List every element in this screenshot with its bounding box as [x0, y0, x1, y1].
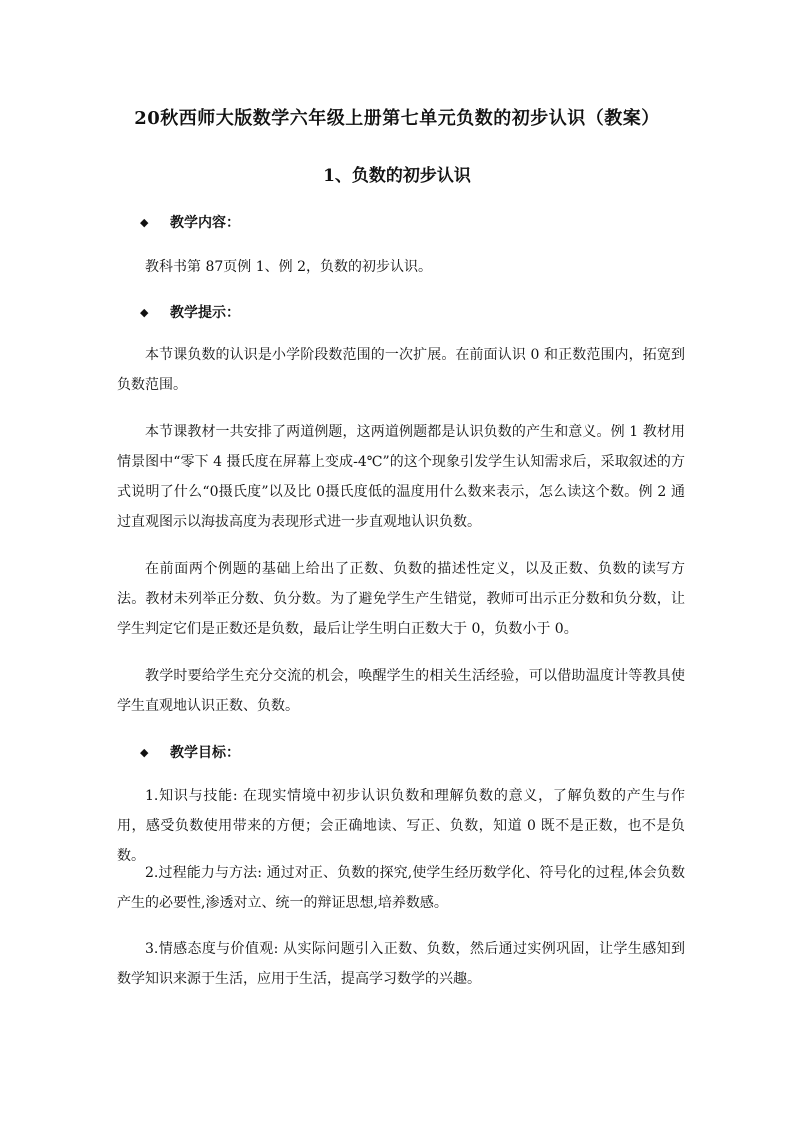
section-heading-tips	[140, 302, 240, 322]
paragraph: 在前面两个例题的基础上给出了正数、负数的描述性定义，以及正数、负数的读写方法。教材未列举正分数、负分数。为了避免学生产生错觉，教师可出示正分数和负分数，让学生判定它们是正数还是负数，最后让学生明白正数大于 0，负数小于 0。	[117, 561, 685, 637]
paragraph: 教学时要给学生充分交流的机会，唤醒学生的相关生活经验，可以借助温度计等教具使学生直观地认识正数、负数。	[117, 668, 685, 714]
paragraph: 1.知识与技能: 在现实情境中初步认识负数和理解负数的意义，了解负数的产生与作用，感受负数使用带来的方便；会正确地读、写正、负数，知道 0 既不是正数，也不是负数。	[117, 788, 685, 864]
paragraph: 本节课教材一共安排了两道例题，这两道例题都是认识负数的产生和意义。例 1 教材用情景图中“零下 4 摄氏度在屏幕上变成-4℃”的这个现象引发学生认知需求后，采取叙述的方式说明了什么“0摄氏度”以及比 0摄氏度低的温度用什么数来表示，怎么读这个数。例 2 通过直观图示以海拔高度为表现形式进一步直观地认识负数。	[117, 424, 685, 530]
section-heading-label: 教学提示：	[170, 305, 240, 321]
section-heading-goals	[140, 742, 240, 762]
diamond-bullet-icon: ◆	[140, 745, 149, 759]
paragraph: 3.情感态度与价值观: 从实际问题引入正数、负数，然后通过实例巩固，让学生感知到数学知识来源于生活，应用于生活，提高学习数学的兴趣。	[117, 941, 685, 987]
section-heading-content	[140, 212, 240, 232]
paragraph: 本节课负数的认识是小学阶段数范围的一次扩展。在前面认识 0 和正数范围内，拓宽到负数范围。	[117, 347, 685, 393]
section-heading-label: 教学目标：	[170, 745, 240, 761]
diamond-bullet-icon: ◆	[140, 305, 149, 319]
section-heading-label: 教学内容：	[170, 215, 240, 231]
paragraph: 2.过程能力与方法: 通过对正、负数的探究,使学生经历数学化、符号化的过程,体会负数产生的必要性,渗透对立、统一的辩证思想,培养数感。	[117, 865, 685, 911]
paragraph: 教科书第 87页例 1、例 2，负数的初步认识。	[145, 259, 432, 275]
lesson-title: 1、负数的初步认识	[323, 166, 471, 186]
diamond-bullet-icon: ◆	[140, 215, 149, 229]
document-title: 20秋西师大版数学六年级上册第七单元负数的初步认识（教案）	[134, 108, 660, 129]
